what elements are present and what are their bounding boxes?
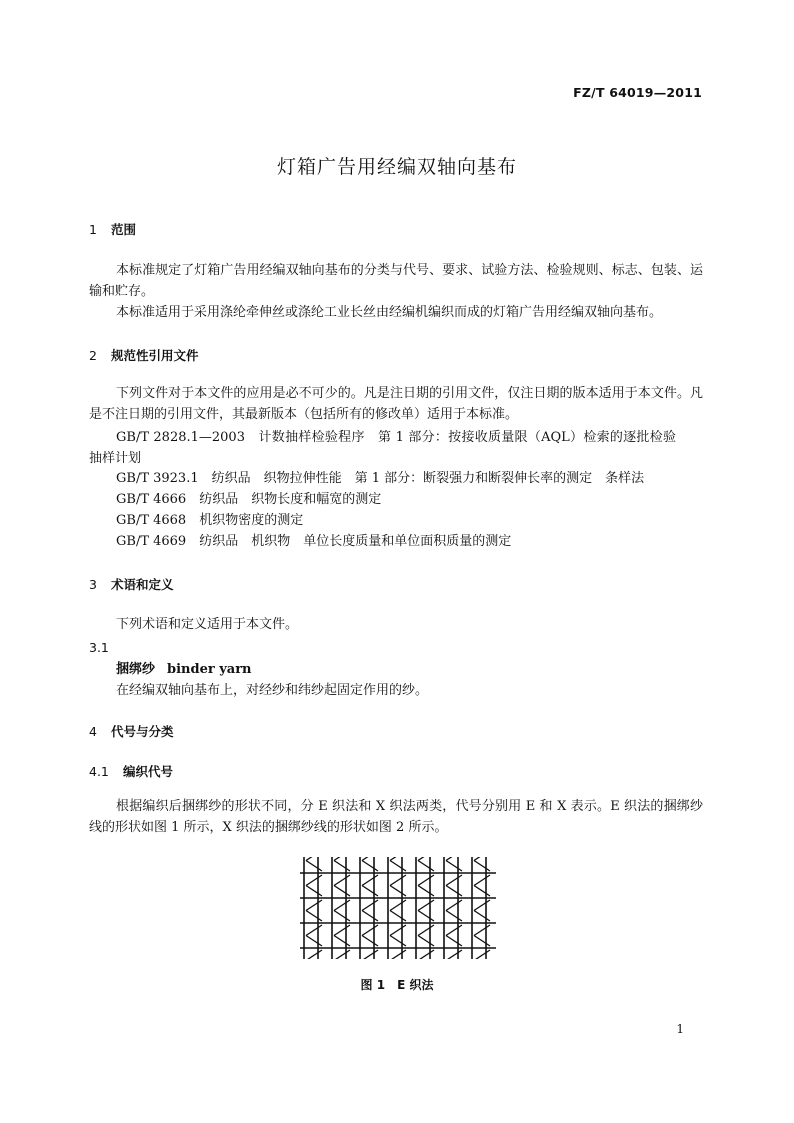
binder-yarn xyxy=(474,936,490,947)
binder-yarn xyxy=(334,950,350,959)
binder-yarn xyxy=(390,950,406,959)
binder-yarn xyxy=(474,925,490,936)
binder-yarn xyxy=(474,857,490,861)
binder-yarn xyxy=(474,861,490,872)
binder-yarn xyxy=(418,875,434,886)
binder-yarn xyxy=(446,950,462,959)
binder-yarn xyxy=(362,925,378,936)
term-number: 3.1 xyxy=(89,640,109,655)
binder-yarn xyxy=(334,886,350,897)
section-3-heading xyxy=(89,575,174,593)
binder-yarn xyxy=(418,861,434,872)
binder-yarn xyxy=(418,857,434,861)
section-2-heading xyxy=(89,346,199,364)
reference-item: GB/T 4666 纺织品 织物长度和幅宽的测定 xyxy=(116,492,382,507)
binder-yarn xyxy=(306,936,322,947)
binder-yarn xyxy=(306,900,322,911)
section-1-paragraph-1: 本标准规定了灯箱广告用经编双轴向基布的分类与代号、要求、试验方法、检验规则、标志、包装、运输和贮存。 xyxy=(89,263,703,299)
binder-yarn xyxy=(362,950,378,959)
binder-yarn xyxy=(306,950,322,959)
binder-yarn xyxy=(334,936,350,947)
binder-yarn xyxy=(446,911,462,922)
binder-yarn xyxy=(474,911,490,922)
binder-yarn xyxy=(306,861,322,872)
section-title: 范围 xyxy=(111,222,137,237)
binder-yarn xyxy=(390,886,406,897)
section-2-paragraph-1: 下列文件对于本文件的应用是必不可少的。凡是注日期的引用文件，仅注日期的版本适用于本文件。凡是不注日期的引用文件，其最新版本（包括所有的修改单）适用于本标准。 xyxy=(89,386,703,422)
figure-1-caption: 图 1 E 织法 xyxy=(360,978,434,992)
binder-yarn xyxy=(362,886,378,897)
binder-yarn xyxy=(306,925,322,936)
binder-yarn xyxy=(390,861,406,872)
binder-yarn xyxy=(362,875,378,886)
binder-yarn xyxy=(390,875,406,886)
binder-yarn xyxy=(306,886,322,897)
binder-yarn xyxy=(446,900,462,911)
binder-yarn xyxy=(390,911,406,922)
binder-yarn xyxy=(474,886,490,897)
binder-yarn xyxy=(334,861,350,872)
binder-yarn xyxy=(474,900,490,911)
section-4-heading xyxy=(89,722,174,740)
term-entry xyxy=(116,658,252,677)
binder-yarn xyxy=(418,925,434,936)
section-1-paragraph-2: 本标准适用于采用涤纶牵伸丝或涤纶工业长丝由经编机编织而成的灯箱广告用经编双轴向基布。 xyxy=(116,305,663,320)
binder-yarn xyxy=(446,886,462,897)
binder-yarn xyxy=(334,857,350,861)
section-title: 代号与分类 xyxy=(111,724,174,739)
binder-yarn xyxy=(446,861,462,872)
binder-yarn xyxy=(334,900,350,911)
section-number: 1 xyxy=(89,222,97,237)
binder-yarn xyxy=(306,875,322,886)
page-number: 1 xyxy=(676,1022,684,1036)
binder-yarn xyxy=(390,925,406,936)
section-number: 3 xyxy=(89,577,97,592)
binder-yarn xyxy=(446,875,462,886)
binder-yarn xyxy=(362,936,378,947)
binder-yarn xyxy=(306,857,322,861)
binder-yarn xyxy=(474,950,490,959)
binder-yarn xyxy=(446,857,462,861)
binder-yarn xyxy=(362,900,378,911)
document-title: 灯箱广告用经编双轴向基布 xyxy=(276,156,517,178)
binder-yarn xyxy=(390,936,406,947)
section-title: 编织代号 xyxy=(123,764,174,779)
term-english: binder yarn xyxy=(167,662,252,677)
binder-yarn xyxy=(334,911,350,922)
e-weave-diagram xyxy=(300,857,496,959)
term-definition: 在经编双轴向基布上，对经纱和纬纱起固定作用的纱。 xyxy=(116,683,429,698)
binder-yarn xyxy=(390,857,406,861)
term-chinese: 捆绑纱 xyxy=(116,662,156,677)
binder-yarn xyxy=(362,911,378,922)
binder-yarn xyxy=(418,911,434,922)
binder-yarn xyxy=(362,857,378,861)
section-title: 术语和定义 xyxy=(111,577,174,592)
reference-item: GB/T 4668 机织物密度的测定 xyxy=(116,513,304,528)
binder-yarn xyxy=(334,875,350,886)
section-4-1-heading xyxy=(89,762,173,780)
reference-item: GB/T 2828.1—2003 计数抽样检验程序 第 1 部分：按接收质量限（AQL）检索的逐批检验抽样计划 xyxy=(89,430,676,466)
binder-yarn xyxy=(306,911,322,922)
section-number: 4 xyxy=(89,724,97,739)
binder-yarn xyxy=(362,861,378,872)
section-1-heading xyxy=(89,220,136,238)
section-3-paragraph-1: 下列术语和定义适用于本文件。 xyxy=(116,617,299,632)
binder-yarn xyxy=(418,900,434,911)
binder-yarn xyxy=(334,925,350,936)
reference-item: GB/T 3923.1 纺织品 织物拉伸性能 第 1 部分：断裂强力和断裂伸长率的测定 条样法 xyxy=(116,471,645,486)
binder-yarn xyxy=(418,886,434,897)
binder-yarn xyxy=(446,925,462,936)
section-4-1-paragraph-1: 根据编织后捆绑纱的形状不同，分 E 织法和 X 织法两类，代号分别用 E 和 X 表示。E 织法的捆绑纱线的形状如图 1 所示，X 织法的捆绑纱线的形状如图 2 所示。 xyxy=(89,799,703,835)
section-title: 规范性引用文件 xyxy=(111,348,199,363)
reference-item: GB/T 4669 纺织品 机织物 单位长度质量和单位面积质量的测定 xyxy=(116,534,512,549)
binder-yarn xyxy=(390,900,406,911)
binder-yarn xyxy=(418,936,434,947)
binder-yarn xyxy=(418,950,434,959)
binder-yarn xyxy=(446,936,462,947)
standard-code: FZ/T 64019—2011 xyxy=(573,85,702,100)
binder-yarn xyxy=(474,875,490,886)
section-number: 4.1 xyxy=(89,764,109,779)
section-number: 2 xyxy=(89,348,97,363)
